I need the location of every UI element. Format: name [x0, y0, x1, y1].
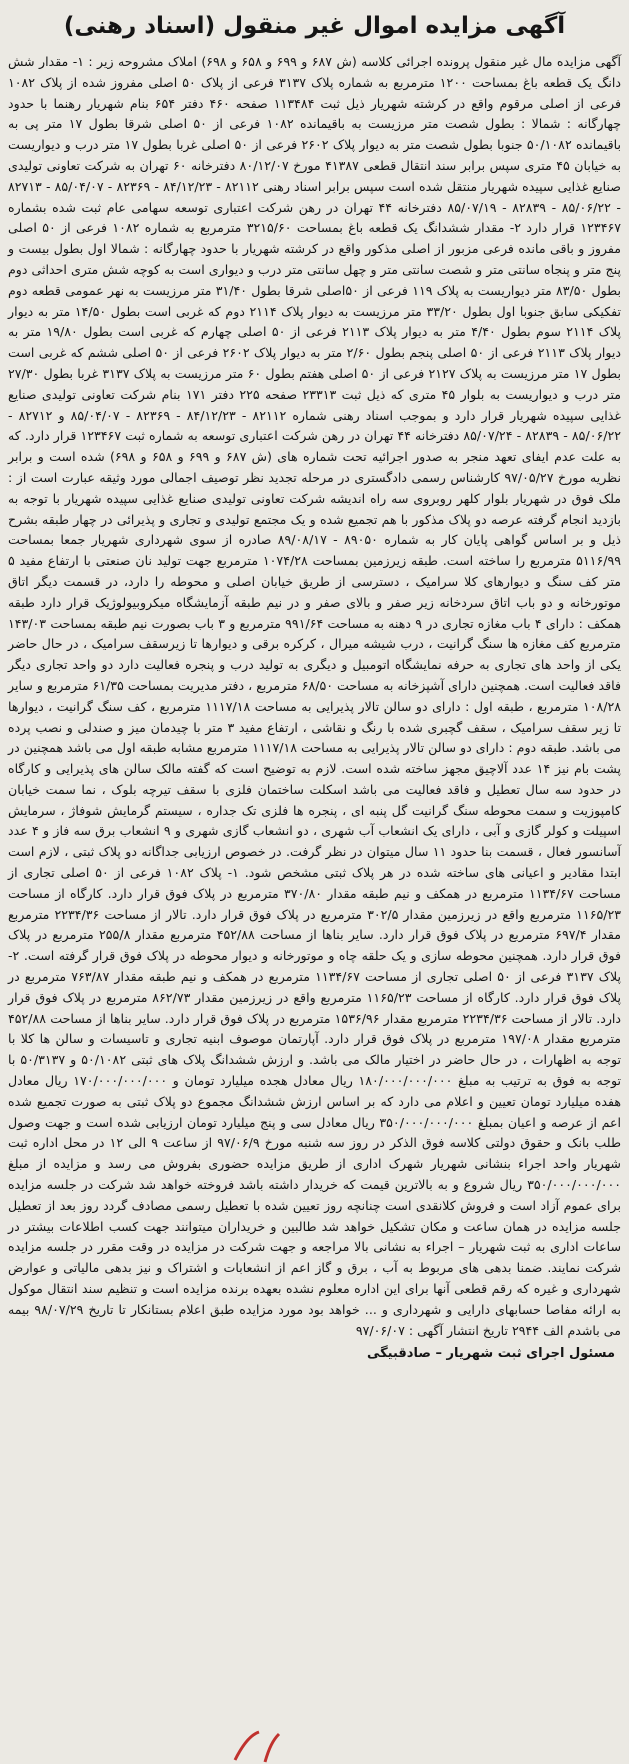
notice-body-text: آگهی مزایده مال غیر منقول پرونده اجرائی کلاسه (ش ۶۸۷ و ۶۹۹ و ۶۵۸ و ۶۹۸) املاک مشروحه زیر : ۱- مقدار شش دانگ یک قطعه باغ بمساحت ۱۲۰۰ مترمربع به شماره پلاک ۳۱۳۷ فرعی از پلاک ۵۰ اصلی مفروز شده از پلاک ۱۰۸۲ فرعی از اصلی مرقوم واقع در کرشته شهریار ذیل ثبت ۱۱۳۴۸۴ صفحه ۴۶۰ دفتر ۶۵۴ بنام شهریار رهنما با حدود چهارگانه : شمالا : بطول شصت متر مرزیست به باقیمانده ۱۰۸۲ فرعی از ۵۰ اصلی شرقا بطول ۱۷ متر پی به باقیمانده ۵۰/۱۰۸۲ جنوبا بطول شصت متر به دیوار پلاک ۲۶۰۲ فرعی از ۵۰ اصلی غربا بطول ۱۷ متر درب و دیواریست به خیابان ۴۵ متری سپس برابر سند انتقال قطعی ۴۱۳۸۷ مورخ ۸۰/۱۲/۰۷ دفترخانه ۶۰ تهران به شرکت تعاونی تولیدی صنایع غذایی سپیده شهریار منتقل شده است سپس برابر اسناد رهنی ۸۲۱۱۲ - ۸۴/۱۲/۲۳ - ۸۲۳۶۹ - ۸۵/۰۴/۰۷ - ۸۲۷۱۳ - ۸۵/۰۶/۲۲ - ۸۲۸۳۹ - ۸۵/۰۷/۱۹ دفترخانه ۴۴ تهران در رهن شرکت اعتباری توسعه سهامی عام ثبت شده بشماره ۱۲۳۴۶۷ قرار دارد ۲- مقدار ششدانگ یک قطعه باغ بمساحت ۳۲۱۵/۶۰ مترمربع به شماره ۱۰۸۲ فرعی از ۵۰ اصلی مفروز و باقی مانده فرعی مزبور از اصلی مذکور واقع در کرشته شهریار با حدود چهارگانه : شمالا اول بطول بیست و پنج متر و پنجاه سانتی متر و شصت سانتی متر و چهل سانتی متر درب و دیواری است به کوچه شش متری احداثی دوم بطول ۸۳/۵۰ متر دیواریست به پلاک ۱۱۹ فرعی از ۵۰اصلی شرقا بطول ۳۱/۴۰ متر مرزیست به نهر عمومی قطعه دوم تفکیکی سابق جنوبا اول بطول ۳۳/۲۰ متر مرزیست به دیوار پلاک ۲۱۱۴ دوم که غربی است بطول ۱۴/۵۰ متر به دیوار پلاک ۲۱۱۴ سوم بطول ۴/۴۰ متر به دیوار پلاک ۲۱۱۳ فرعی از ۵۰ اصلی چهارم که غربی است بطول ۱۹/۸۰ متر به دیوار پلاک ۲۱۱۳ فرعی از ۵۰ اصلی پنجم بطول ۲/۶۰ متر به دیوار پلاک ۲۶۰۲ فرعی از ۵۰ اصلی ششم که غربی است بطول ۱۷ متر مرزیست به پلاک ۲۱۲۷ فرعی از ۵۰ اصلی هفتم بطول ۶۰ متر مرزیست به پلاک ۳۱۳۷ غربا بطول ۲۷/۳۰ متر درب و دیواریست به بلوار ۴۵ متری که ذیل ثبت ۲۳۳۱۳ صفحه ۲۲۵ دفتر ۱۷۱ بنام شرکت تعاونی تولیدی صنایع غذایی سپیده شهریار قرار دارد و بموجب اسناد رهنی شماره ۸۲۱۱۲ - ۸۴/۱۲/۲۳ - ۸۲۳۶۹ - ۸۵/۰۴/۰۷ و ۸۲۷۱۲ - ۸۵/۰۶/۲۲ - ۸۲۸۳۹ - ۸۵/۰۷/۲۴ دفترخانه ۴۴ تهران در رهن شرکت اعتباری توسعه به شماره ثبت ۱۲۳۴۶۷ قرار دارد. که به علت عدم ایفای تعهد منجر به صدور اجرائیه تحت شماره های (ش ۶۸۷ و ۶۹۹ و ۶۵۸ و ۶۹۸) شده است و برابر نظریه مورخ ۹۷/۰۵/۲۷ کارشناس رسمی دادگستری در مرحله تجدید نظر توصیف اجمالی مورد وثیقه عبارت است از : ملک فوق در شهریار بلوار کلهر روبروی سه راه اندیشه شرکت تعاونی تولیدی صنایع غذایی سپیده شهریار با توجه به بازدید انجام گرفته عرصه دو پلاک مذکور با هم تجمیع شده و یک مجتمع تولیدی و تجاری و پذیرائی در چهار طبقه بشرح ذیل و بر اساس گواهی پایان کار به شماره ۸۹۰۵۰ - ۸۹/۰۸/۱۷ صادره از سوی شهرداری شهریار جمعا بمساحت ۵۱۱۶/۹۹ مترمربع را ساخته است. طبقه زیرزمین بمساحت ۱۰۷۴/۲۸ مترمربع جهت تولید نان صنعتی با ارتفاع مفید ۵ متر کف سنگ و دیوارهای کلا سرامیک ، دسترسی از طریق خیابان اصلی و محوطه را دارد، در قسمت دیگر اتاق موتورخانه و دو باب اتاق سردخانه زیر صفر و بالای صفر و در نیم طبقه آزمایشگاه میکروبیولوژیک قرار دارد طبقه همکف : دارای ۴ باب مغازه تجاری در ۹ دهنه به مساحت ۹۹۱/۶۴ مترمربع و ۳ باب بصورت نیم طبقه بمساحت ۱۴۳/۰۳ مترمربع کف مغازه ها سنگ گرانیت ، درب شیشه میرال ، کرکره برقی و دیوارها تا زیرسقف سرامیک ، در حال حاضر یکی از واحد های تجاری به حرفه نمایشگاه اتومبیل و دیگری به تولید درب و پنجره فعالیت دارد دو واحد تجاری دیگر فاقد فعالیت است. همچنین دارای آشپزخانه به مساحت ۶۸/۵۰ مترمربع ، دفتر مدیریت بمساحت ۶۱/۳۵ مترمربع و سایر ۱۰۸/۲۸ مترمربع ، طبقه اول : دارای دو سالن تالار پذیرایی به مساحت ۱۱۱۷/۱۸ مترمربع ، کف سنگ گرانیت ، دیوارها تا زیر سقف سرامیک ، سقف گچبری شده با رنگ و نقاشی ، ارتفاع مفید ۳ متر با چیدمان میز و صندلی و نصب پرده می باشد. طبقه دوم : دارای دو سالن تالار پذیرایی به مساحت ۱۱۱۷/۱۸ مترمربع مشابه طبقه اول می باشد همچنین در پشت بام نیز ۱۴ عدد آلاچیق مجهز ساخته شده است. لازم به توضیح است که گفته مالک سالن های پذیرایی و کارگاه در حدود سه سال تعطیل و فاقد فعالیت می باشد اسکلت ساختمان فلزی با سقف تیرچه بلوک ، نما سمت خیابان کامپوزیت و سمت محوطه سنگ گرانیت گل پنبه ای ، پنجره ها فلزی تک جداره ، سیستم گرمایش شوفاژ ، سرمایش اسپیلت و کولر گازی و آبی ، دارای یک انشعاب آب شهری ، دو انشعاب گازی شهری و ۹ انشعاب برق سه فاز و ۴ عدد آسانسور فعال ، قسمت بنا حدود ۱۱ سال میتوان در نظر گرفت. در خصوص ارزیابی جداگانه دو پلاک ثبتی ، لازم است ابتدا مقادیر و اعیانی های ساخته شده در هر پلاک ثبتی مشخص شود. ۱- پلاک ۱۰۸۲ فرعی از ۵۰ اصلی تجاری از مساحت ۱۱۳۴/۶۷ مترمربع در همکف و نیم طبقه مقدار ۳۷۰/۸۰ مترمربع در پلاک فوق قرار دارد. کارگاه از مساحت ۱۱۶۵/۲۳ مترمربع واقع در زیرزمین مقدار ۳۰۲/۵ مترمربع در پلاک فوق قرار دارد. تالار از مساحت ۲۲۳۴/۳۶ مترمربع مقدار ۶۹۷/۴ مترمربع در پلاک فوق قرار دارد. سایر بناها از مساحت ۴۵۲/۸۸ مترمربع مقدار ۲۵۵/۸ مترمربع در پلاک فوق قرار دارد. همچنین محوطه سازی و یک حلقه چاه و موتورخانه و دیوار محوطه در پلاک فوق قرار گرفته است. ۲- پلاک ۳۱۳۷ فرعی از ۵۰ اصلی تجاری از مساحت ۱۱۳۴/۶۷ مترمربع در همکف و نیم طبقه مقدار ۷۶۳/۸۷ مترمربع در پلاک فوق قرار دارد. کارگاه از مساحت ۱۱۶۵/۲۳ مترمربع واقع در زیرزمین مقدار ۸۶۲/۷۳ مترمربع در پلاک فوق قرار دارد. تالار از مساحت ۲۲۳۴/۳۶ مترمربع مقدار ۱۵۳۶/۹۶ مترمربع در پلاک فوق قرار دارد. سایر بناها از مساحت ۴۵۲/۸۸ مترمربع مقدار ۱۹۷/۰۸ مترمربع در پلاک فوق قرار دارد. آپارتمان موصوف ابنیه تجاری و تاسیسات و سالن ها کلا با توجه به اظهارات ، در حال حاضر در اختیار مالک می باشد. و ارزش ششدانگ پلاک های ثبتی ۵۰/۱۰۸۲ و ۵۰/۳۱۳۷ با توجه به فوق به ترتیب به مبلغ ۱۸۰/۰۰۰/۰۰۰/۰۰۰ ریال معادل هجده میلیارد تومان و ۱۷۰/۰۰۰/۰۰۰/۰۰۰ ریال معادل هفده میلیارد تومان تعیین و اعلام می دارد که بر اساس ارزش ششدانگ مجموع دو پلاک ثبتی به صورت تجمیع شده اعم از عرصه و اعیان بمبلغ ۳۵۰/۰۰۰/۰۰۰/۰۰۰ ریال معادل سی و پنج میلیارد تومان ارزیابی شده است و جهت وصول طلب بانک و حقوق دولتی کلاسه فوق الذکر در روز سه شنبه مورخ ۹۷/۰۶/۹ از ساعت ۹ الی ۱۲ در محل اداره ثبت شهریار واحد اجراء بنشانی شهریار شهرک اداری از طریق مزایده حضوری بفروش می رسد و مزایده از مبلغ ۳۵۰/۰۰۰/۰۰۰/۰۰۰ ریال شروع و به بالاترین قیمت که خریدار داشته باشد فروخته خواهد شد شرکت در جلسه مزایده برای عموم آزاد است و فروش کلانقدی است چنانچه روز تعیین شده با تعطیل رسمی مصادف گردد روز بعد از تعطیل جلسه مزایده در همان ساعت و مکان تشکیل خواهد شد طالبین و خریداران میتوانند جهت کسب اطلاعات بیشتر در ساعات اداری به ثبت شهریار – اجراء به نشانی بالا مراجعه و جهت شرکت در مزایده در وقت مقرر در جلسه مزایده شرکت نمایند. ضمنا بدهی های مربوط به آب ، برق و گاز اعم از انشعابات و اشتراک و نیز بدهی مالیاتی و عوارض شهرداری و غیره که رقم قطعی آنها برای این اداره معلوم نشده بعهده برنده مزایده است و تنظیم سند انتقال موکول به ارائه مفاصا حسابهای دارایی و شهرداری و ... خواهد بود مورد مزایده طبق اعلام بستانکار تا تاریخ ۹۸/۰۷/۲۹ بیمه می باشدم الف ۲۹۴۴ تاریخ انتشار آگهی : ۹۷/۰۶/۰۷	[8, 54, 622, 1338]
handwritten-mark-icon	[225, 1730, 285, 1764]
notice-signature: مسئول اجرای ثبت شهریار – صادقبیگی	[366, 1346, 615, 1362]
notice-title: آگهی مزایده اموال غیر منقول (اسناد رهنی)	[63, 13, 566, 39]
notice-body	[8, 52, 621, 1341]
